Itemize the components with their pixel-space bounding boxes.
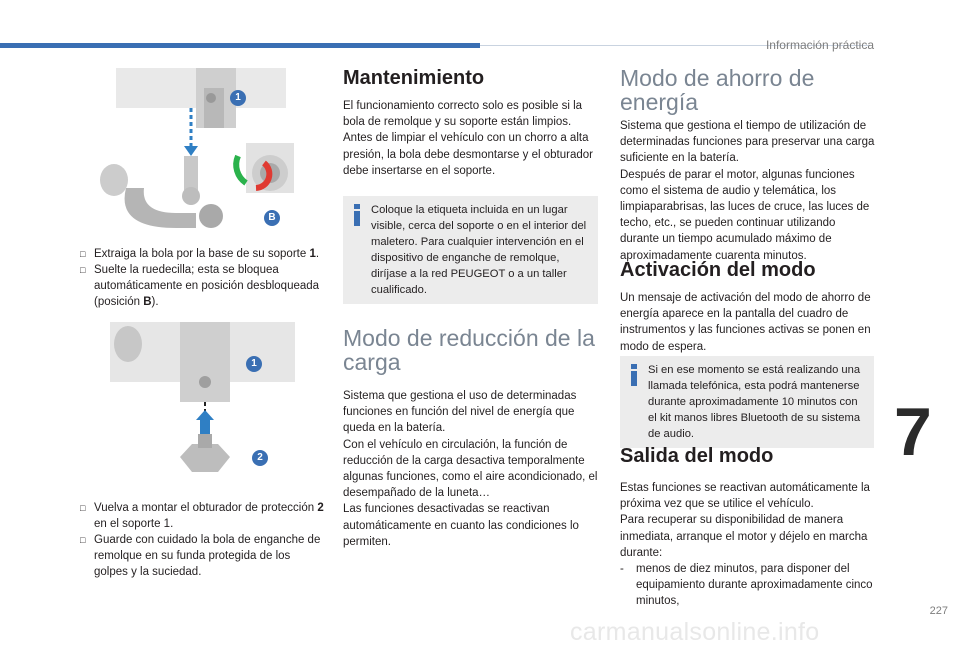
energy-saving-text: Después de parar el motor, algunas funciones como el sistema de audio y telemática, los limpiaparabrisas, las luces de cruce, las luces de techo, etc., se pueden continuar utilizando durante un tiempo acumulado máximo de aproximadamente cuarenta minutos. [620,168,870,262]
bullet-item: □ Extraiga la bola por la base de su soporte 1. [80,246,325,262]
activation-section [620,258,876,355]
cover-refit-illustration [110,322,300,490]
load-reduction-text: Las funciones desactivadas se reactivan automáticamente en cuanto las condiciones lo permiten. [343,503,579,548]
info-box-phone [620,356,874,448]
bullet-item: □ Vuelva a montar el obturador de protección 2 en el soporte 1. [80,500,325,532]
watermark: carmanualsonline.info [570,618,820,646]
energy-saving-text: Sistema que gestiona el tiempo de utilización de determinadas funciones para preservar una carga suficiente en la batería. [620,120,875,165]
activation-text: Un mensaje de activación del modo de ahorro de energía aparece en la pantalla del cuadro de instrumentos y las funciones activas se ponen en modo de espera. [620,292,871,353]
info-text: Si en ese momento se está realizando una llamada telefónica, esta podrá mantenerse durante aproximadamente 10 minutos con el kit manos libres Bluetooth de su sistema de audio. [648,364,861,440]
info-box-label [343,196,598,304]
exit-list-item: - menos de diez minutos, para disponer del equipamiento durante aproximadamente cinco minutos, [620,563,873,608]
info-icon [351,204,363,226]
bullet-item: □ Suelte la ruedecilla; esta se bloquea automáticamente en posición desbloqueada (posición B). [80,262,325,310]
callout-b: B [264,210,280,226]
chapter-number: 7 [894,394,932,470]
bullet-item: □ Guarde con cuidado la bola de enganche de remolque en su funda protegida de los golpes y la suciedad. [80,532,325,580]
exit-heading: Salida del modo [620,445,774,467]
energy-saving-heading: Modo de ahorro de energía [620,65,815,115]
maintenance-text: El funcionamiento correcto solo es posible si la bola de remolque y su soporte están limpios. Antes de limpiar el vehículo con un chorro a alta presión, la bola debe desmontarse y el obturador debe insertarse en el soporte. [343,100,593,177]
energy-saving-section [620,66,876,264]
activation-heading: Activación del modo [620,259,816,281]
callout-1: 1 [230,90,246,106]
callout-1: 1 [246,356,262,372]
page-number: 227 [929,605,948,617]
towball-removal-illustration [96,68,296,243]
exit-text: Estas funciones se reactivan automáticamente la próxima vez que se utilice el vehículo. [620,482,870,511]
load-reduction-text: Sistema que gestiona el uso de determinadas funciones en función del nivel de energía que queda en la batería. [343,390,577,435]
exit-text: Para recuperar su disponibilidad de manera inmediata, arranque el motor y déjelo en marcha durante: [620,514,868,559]
bullet-list-2 [80,500,325,580]
info-text: Coloque la etiqueta incluida en un lugar visible, cerca del soporte o en el interior del maletero. Para cualquier intervención en el dispositivo de enganche de remolque, diríjase a la red PEUGEOT o a un taller cualificado. [371,204,587,296]
exit-section [620,444,876,610]
load-reduction-section [343,326,603,550]
load-reduction-heading: Modo de reducción de la carga [343,325,595,375]
maintenance-section [343,66,603,179]
header-accent-bar [0,43,480,48]
load-reduction-text: Con el vehículo en circulación, la función de reducción de la carga desactiva temporalmente algunas funciones, como el aire acondicionado, el desempañado de la luneta… [343,438,598,500]
callout-2: 2 [252,450,268,466]
section-title: Información práctica [765,38,874,52]
bullet-list-1 [80,246,325,310]
maintenance-heading: Mantenimiento [343,67,485,89]
info-icon [628,364,640,386]
